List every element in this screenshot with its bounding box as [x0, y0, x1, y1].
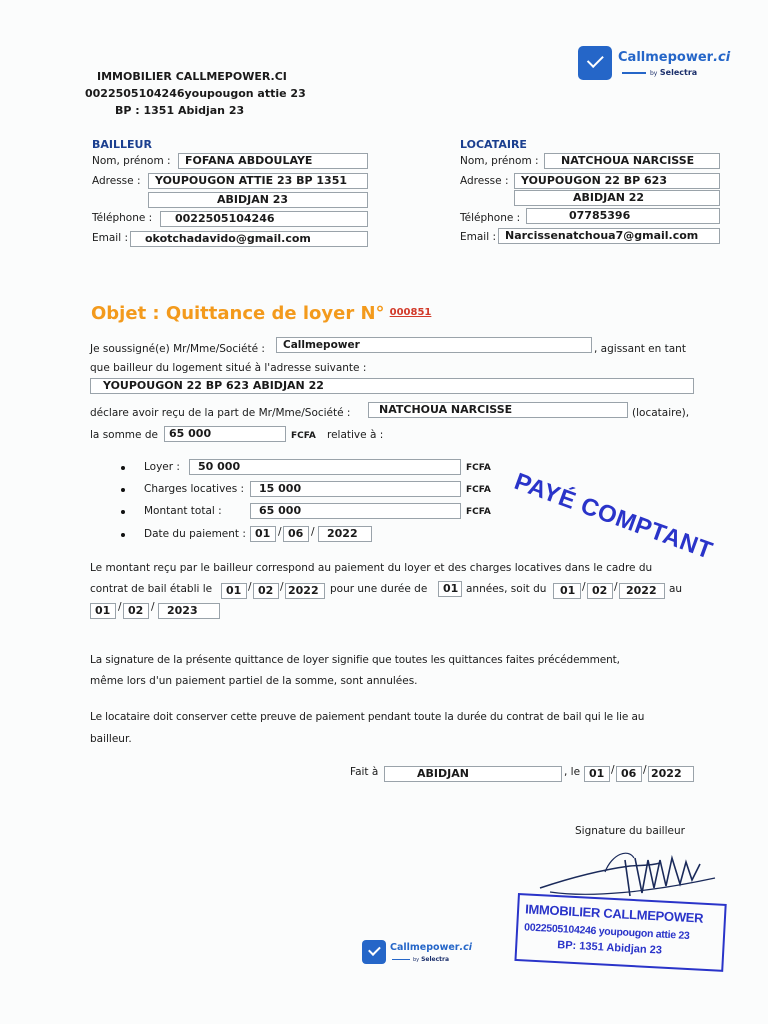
logo-name: Callmepower.ci [390, 942, 472, 953]
payment-month-field[interactable]: 06 [283, 526, 309, 542]
payment-date-label: Date du paiement : [144, 528, 246, 540]
charges-field[interactable]: 15 000 [250, 481, 461, 497]
stamp-line-1: IMMOBILIER CALLMEPOWER [524, 901, 704, 926]
callmepower-logo [578, 46, 731, 84]
start-day-field[interactable]: 01 [221, 583, 247, 599]
declarant-company-field[interactable]: Callmepower [276, 337, 592, 353]
fait-le: , le [564, 766, 581, 778]
duration-field[interactable]: 01 [438, 581, 462, 597]
fait-day-field[interactable]: 01 [584, 766, 610, 782]
company-phone-address: 0022505104246youpougon attie 23 [85, 87, 306, 100]
line1-post: , agissant en tant [594, 343, 686, 355]
locataire-address-field-2[interactable]: ABIDJAN 22 [514, 190, 720, 206]
logo-name: Callmepower.ci [618, 50, 731, 65]
fait-city-field[interactable]: ABIDJAN [384, 766, 562, 782]
to-year-field[interactable]: 2023 [158, 603, 220, 619]
date-slash: / [248, 581, 252, 593]
sum-field[interactable]: 65 000 [164, 426, 286, 442]
duration-post: années, soit du [466, 583, 547, 595]
bailleur-title: BAILLEUR [92, 138, 152, 151]
bailleur-address-label: Adresse : [92, 175, 141, 187]
locataire-email-field[interactable]: Narcissenatchoua7@gmail.com [498, 228, 720, 244]
total-field[interactable]: 65 000 [250, 503, 461, 519]
total-unit: FCFA [466, 507, 491, 517]
line3-post: (locataire), [632, 407, 690, 419]
contract-text-1: Le montant reçu par le bailleur correspond au paiement du loyer et des charges locatives dans le cadre du [90, 562, 653, 574]
bailleur-phone-label: Téléphone : [92, 212, 153, 224]
tenant-field[interactable]: NATCHOUA NARCISSE [368, 402, 628, 418]
locataire-email-label: Email : [460, 231, 497, 243]
locataire-phone-field[interactable]: 07785396 [526, 208, 720, 224]
locataire-address-field-1[interactable]: YOUPOUGON 22 BP 623 [514, 173, 720, 189]
bailleur-email-field[interactable]: okotchadavido@gmail.com [130, 231, 368, 247]
bullet-loyer [121, 466, 125, 470]
fait-year-field[interactable]: 2022 [648, 766, 694, 782]
duration-pre: pour une durée de [330, 583, 428, 595]
to-month-field[interactable]: 02 [123, 603, 149, 619]
date-slash: / [614, 581, 618, 593]
sum-unit: FCFA [291, 431, 316, 441]
logo-by-selectra: by Selectra [622, 68, 697, 77]
date-slash: / [582, 581, 586, 593]
sum-label: la somme de [90, 429, 158, 441]
line2: que bailleur du logement situé à l'adresse suivante : [90, 362, 367, 374]
stamp-line-3: BP: 1351 Abidjan 23 [557, 939, 663, 957]
start-month-field[interactable]: 02 [253, 583, 279, 599]
paragraph-1b: même lors d'un paiement partiel de la somme, sont annulées. [90, 675, 418, 687]
to-day-field[interactable]: 01 [90, 603, 116, 619]
bullet-total [121, 510, 125, 514]
from-day-field[interactable]: 01 [553, 583, 581, 599]
paragraph-2b: bailleur. [90, 733, 132, 745]
line3-pre: déclare avoir reçu de la part de Mr/Mme/Société : [90, 407, 351, 419]
locataire-name-field[interactable]: NATCHOUA NARCISSE [544, 153, 720, 169]
locataire-name-label: Nom, prénom : [460, 155, 539, 167]
total-label: Montant total : [144, 505, 222, 517]
company-name: IMMOBILIER CALLMEPOWER.CI [97, 70, 287, 83]
locataire-title: LOCATAIRE [460, 138, 527, 151]
locataire-phone-label: Téléphone : [460, 212, 521, 224]
from-month-field[interactable]: 02 [587, 583, 613, 599]
company-stamp [514, 893, 726, 972]
receipt-number: 000851 [389, 307, 432, 318]
start-year-field[interactable]: 2022 [285, 583, 325, 599]
paid-stamp: PAYÉ COMPTANT [510, 468, 717, 565]
bullet-date [121, 533, 125, 537]
line1-pre: Je soussigné(e) Mr/Mme/Société : [90, 343, 265, 355]
house-check-icon [578, 46, 612, 80]
paragraph-1a: La signature de la présente quittance de loyer signifie que toutes les quittances faites précédemment, [90, 654, 620, 666]
fait-month-field[interactable]: 06 [616, 766, 642, 782]
from-year-field[interactable]: 2022 [619, 583, 665, 599]
logo-by-selectra: by Selectra [392, 956, 449, 963]
contract-text-2-pre: contrat de bail établi le [90, 583, 213, 595]
loyer-label: Loyer : [144, 461, 180, 473]
date-slash: / [311, 526, 315, 538]
bailleur-address-field-1[interactable]: YOUPOUGON ATTIE 23 BP 1351 [148, 173, 368, 189]
house-check-icon [362, 940, 386, 964]
date-slash: / [151, 601, 155, 613]
date-slash: / [278, 526, 282, 538]
payment-year-field[interactable]: 2022 [318, 526, 372, 542]
charges-unit: FCFA [466, 485, 491, 495]
payment-day-field[interactable]: 01 [250, 526, 276, 542]
loyer-field[interactable]: 50 000 [189, 459, 461, 475]
to-word: au [669, 583, 683, 595]
objet-title: Objet : Quittance de loyer N° $^{000851}$ [91, 303, 432, 324]
stamp-line-2: 0022505104246 youpougon attie 23 [523, 921, 690, 943]
date-slash: / [611, 764, 615, 776]
property-address-field[interactable]: YOUPOUGON 22 BP 623 ABIDJAN 22 [90, 378, 694, 394]
date-slash: / [118, 601, 122, 613]
fait-label: Fait à [350, 766, 379, 778]
signature-label: Signature du bailleur [575, 825, 685, 837]
bailleur-email-label: Email : [92, 232, 129, 244]
company-bp: BP : 1351 Abidjan 23 [115, 104, 245, 117]
paragraph-2a: Le locataire doit conserver cette preuve de paiement pendant toute la durée du contrat de bail qui le lie au [90, 711, 645, 723]
charges-label: Charges locatives : [144, 483, 245, 495]
callmepower-logo-footer [362, 940, 472, 966]
bullet-charges [121, 488, 125, 492]
bailleur-name-field[interactable]: FOFANA ABDOULAYE [178, 153, 368, 169]
sum-post: relative à : [327, 429, 384, 441]
loyer-unit: FCFA [466, 463, 491, 473]
bailleur-address-field-2[interactable]: ABIDJAN 23 [148, 192, 368, 208]
locataire-address-label: Adresse : [460, 175, 509, 187]
bailleur-phone-field[interactable]: 0022505104246 [160, 211, 368, 227]
date-slash: / [643, 764, 647, 776]
date-slash: / [280, 581, 284, 593]
bailleur-name-label: Nom, prénom : [92, 155, 171, 167]
